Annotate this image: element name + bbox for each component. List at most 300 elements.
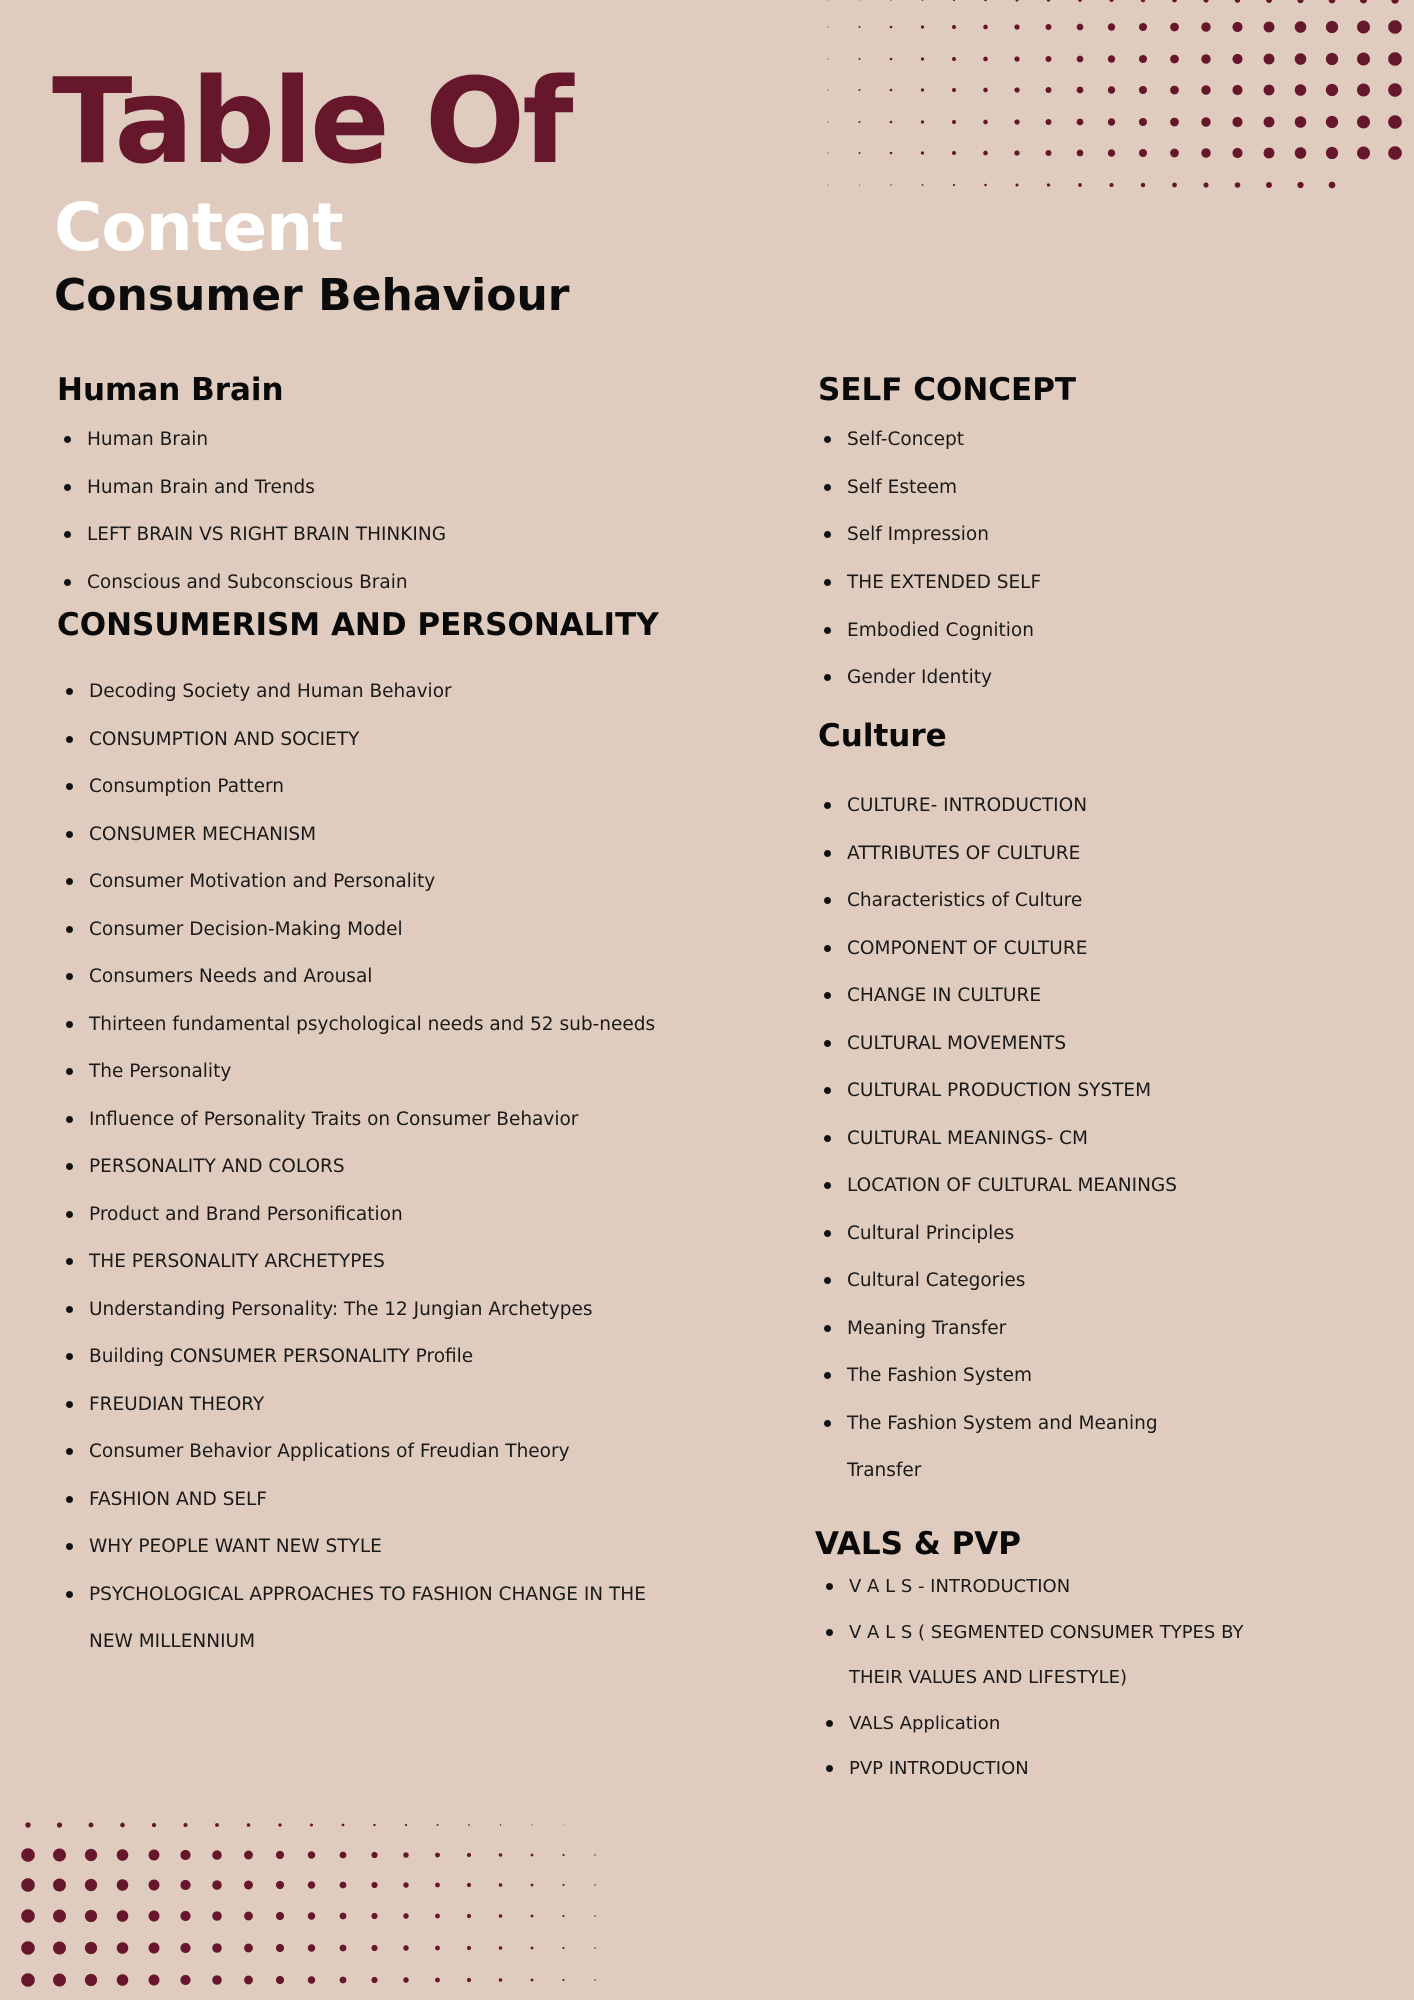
decorative-dot xyxy=(276,1944,284,1952)
decorative-dot xyxy=(827,152,828,153)
bullet-icon xyxy=(64,484,71,491)
decorative-dot xyxy=(1170,86,1179,95)
decorative-dot xyxy=(53,1942,66,1955)
decorative-dot xyxy=(183,1823,187,1827)
decorative-dot xyxy=(827,121,828,122)
decorative-dot xyxy=(1297,182,1303,188)
list-item xyxy=(847,925,1378,973)
list-item-label: V A L S ( SEGMENTED CONSUMER TYPES BY THEIR VALUES AND LIFESTYLE) xyxy=(849,1621,1244,1688)
decorative-dot xyxy=(1201,54,1210,63)
decorative-dot xyxy=(983,120,988,125)
decorative-dot xyxy=(212,1911,222,1921)
bullet-icon xyxy=(824,1372,831,1379)
bullet-icon xyxy=(824,1325,831,1332)
decorative-dot xyxy=(1139,86,1147,94)
list-item-label: Human Brain xyxy=(87,429,209,450)
decorative-dot xyxy=(828,185,829,186)
decorative-dot xyxy=(952,120,956,124)
bullet-icon xyxy=(66,973,73,980)
decorative-dot xyxy=(21,1848,35,1862)
list-item-label: Building CONSUMER PERSONALITY Profile xyxy=(89,1346,474,1367)
list-item xyxy=(849,1701,1375,1747)
decorative-dot xyxy=(437,1824,439,1826)
list-item xyxy=(87,559,737,607)
section-heading: VALS & PVP xyxy=(815,1526,1022,1562)
decorative-dot xyxy=(921,25,924,28)
list-item-label: Decoding Society and Human Behavior xyxy=(89,681,452,702)
list-item-label: Self Impression xyxy=(847,524,989,546)
decorative-dot xyxy=(53,1910,66,1923)
section-human-brain xyxy=(57,370,737,607)
decorative-dot xyxy=(1108,118,1115,125)
decorative-dot xyxy=(1391,0,1398,4)
decorative-dot xyxy=(953,184,955,186)
decorative-dot xyxy=(921,151,924,154)
decorative-dot xyxy=(890,0,891,1)
decorative-dot xyxy=(1201,117,1210,126)
bullet-icon xyxy=(66,1543,73,1550)
decorative-dot xyxy=(952,151,956,155)
section-list xyxy=(847,782,1378,1495)
list-item xyxy=(89,1428,757,1476)
decorative-dot xyxy=(859,89,861,91)
decorative-dot xyxy=(340,1945,347,1952)
section-list xyxy=(87,416,737,607)
decorative-dot xyxy=(180,1943,190,1953)
decorative-dot xyxy=(1295,21,1307,33)
decorative-dot xyxy=(342,1824,345,1827)
list-item xyxy=(89,763,757,811)
list-item xyxy=(89,1191,757,1239)
decorative-dot xyxy=(53,1879,66,1892)
decorative-dot xyxy=(1235,182,1241,188)
list-item xyxy=(89,1238,757,1286)
decorative-dot xyxy=(984,0,987,1)
bullet-icon xyxy=(66,1021,73,1028)
decorative-dot xyxy=(890,184,891,185)
list-item-label: Understanding Personality: The 12 Jungian Archetypes xyxy=(89,1298,593,1320)
decorative-dot xyxy=(149,1850,160,1861)
list-item-label: Consumers Needs and Arousal xyxy=(89,966,373,987)
decorative-dot xyxy=(983,88,988,93)
decorative-dot xyxy=(1172,183,1177,188)
decorative-dot xyxy=(1264,85,1275,96)
decorative-dot xyxy=(1329,182,1336,189)
page-subtitle: Consumer Behaviour xyxy=(54,270,570,321)
decorative-dot xyxy=(983,151,988,156)
decorative-dot xyxy=(117,1942,129,1954)
list-item xyxy=(847,559,1378,607)
decorative-dot xyxy=(180,1880,190,1890)
decorative-dot xyxy=(215,1823,219,1827)
bullet-icon xyxy=(824,674,831,681)
decorative-dot xyxy=(85,1879,97,1891)
decorative-dot xyxy=(1014,24,1019,29)
decorative-dot xyxy=(500,1824,501,1825)
page-title-line-2: Content xyxy=(54,189,343,266)
list-item xyxy=(847,416,1378,464)
decorative-dot xyxy=(921,88,924,91)
decorative-dot xyxy=(1014,87,1019,92)
decorative-dot xyxy=(212,1943,222,1953)
decorative-dot xyxy=(371,1882,377,1888)
bullet-icon xyxy=(824,1040,831,1047)
decorative-dot xyxy=(85,1942,97,1954)
bullet-icon xyxy=(66,1401,73,1408)
decorative-dot xyxy=(952,88,956,92)
decorative-dot xyxy=(1388,52,1402,66)
list-item xyxy=(847,1210,1378,1258)
list-item-label: VALS Application xyxy=(849,1712,1001,1734)
list-item-label: Embodied Cognition xyxy=(847,619,1034,641)
decorative-dot xyxy=(859,121,861,123)
decorative-dot xyxy=(340,1852,347,1859)
list-item-label: The Fashion System and Meaning Transfer xyxy=(847,1412,1158,1481)
bullet-icon xyxy=(824,802,831,809)
decorative-dot-pattern-bottom xyxy=(0,1810,640,2000)
decorative-dot xyxy=(467,1853,471,1857)
bullet-icon xyxy=(66,878,73,885)
decorative-dot xyxy=(180,1975,190,1985)
decorative-dot xyxy=(562,1915,564,1917)
list-item xyxy=(847,1067,1378,1115)
bullet-icon xyxy=(824,1182,831,1189)
decorative-dot xyxy=(149,1911,160,1922)
decorative-dot xyxy=(1360,0,1367,4)
decorative-dot xyxy=(1170,118,1179,127)
list-item xyxy=(847,607,1378,655)
decorative-dot xyxy=(1016,0,1019,1)
decorative-dot xyxy=(247,1823,251,1827)
list-item-label: Characteristics of Culture xyxy=(847,890,1083,911)
decorative-dot xyxy=(1295,53,1307,65)
section-self-concept xyxy=(818,370,1378,702)
bullet-icon xyxy=(64,436,71,443)
decorative-dot xyxy=(1357,84,1370,97)
list-item xyxy=(847,782,1378,830)
decorative-dot xyxy=(890,89,893,92)
list-item-label: WHY PEOPLE WANT NEW STYLE xyxy=(89,1536,382,1557)
section-consumerism-and-personality xyxy=(57,605,757,1666)
bullet-icon xyxy=(824,1135,831,1142)
list-item xyxy=(89,668,757,716)
decorative-dot xyxy=(1388,115,1402,129)
decorative-dot xyxy=(467,1914,471,1918)
bullet-icon xyxy=(64,531,71,538)
decorative-dot xyxy=(1078,0,1082,2)
decorative-dot xyxy=(921,120,924,123)
decorative-dot xyxy=(827,58,828,59)
decorative-dot xyxy=(244,1851,253,1860)
decorative-dot xyxy=(89,1823,94,1828)
decorative-dot xyxy=(276,1912,284,1920)
list-item-label: Cultural Categories xyxy=(847,1270,1026,1291)
list-item-label: PERSONALITY AND COLORS xyxy=(89,1156,345,1177)
list-item xyxy=(849,1610,1375,1701)
decorative-dot xyxy=(1201,22,1210,31)
list-item-label: Gender Identity xyxy=(847,667,992,689)
decorative-dot xyxy=(152,1823,156,1827)
decorative-dot xyxy=(1297,0,1303,3)
decorative-dot xyxy=(21,1941,35,1955)
decorative-dot xyxy=(1014,56,1019,61)
decorative-dot xyxy=(562,1854,564,1856)
decorative-dot xyxy=(403,1913,409,1919)
list-item-label: Consumption Pattern xyxy=(89,776,284,797)
decorative-dot xyxy=(1326,21,1338,33)
bullet-icon xyxy=(824,484,831,491)
decorative-dot xyxy=(1326,53,1338,65)
decorative-dot xyxy=(1139,118,1147,126)
decorative-dot xyxy=(276,1976,284,1984)
decorative-dot xyxy=(403,1977,409,1983)
decorative-dot xyxy=(1295,116,1307,128)
decorative-dot xyxy=(890,58,893,61)
decorative-dot xyxy=(983,25,988,30)
decorative-dot xyxy=(340,1977,347,1984)
section-list xyxy=(849,1564,1375,1792)
list-item-label: FASHION AND SELF xyxy=(89,1488,267,1510)
list-item xyxy=(847,464,1378,512)
section-culture xyxy=(818,716,1378,1495)
bullet-icon xyxy=(824,436,831,443)
decorative-dot xyxy=(373,1824,375,1826)
list-item-label: Self Esteem xyxy=(847,476,958,498)
list-item xyxy=(89,1143,757,1191)
decorative-dot xyxy=(120,1823,125,1828)
list-item xyxy=(847,1352,1378,1400)
list-item xyxy=(849,1564,1375,1610)
bullet-icon xyxy=(66,1068,73,1075)
decorative-dot xyxy=(1329,0,1336,3)
decorative-dot xyxy=(859,184,860,185)
decorative-dot xyxy=(1326,116,1338,128)
list-item xyxy=(89,858,757,906)
bullet-icon xyxy=(66,926,73,933)
decorative-dot xyxy=(1388,20,1402,34)
decorative-dot xyxy=(21,1973,35,1987)
decorative-dot xyxy=(212,1975,222,1985)
decorative-dot xyxy=(180,1911,190,1921)
decorative-dot xyxy=(890,26,893,29)
list-item xyxy=(847,1162,1378,1210)
decorative-dot xyxy=(1326,147,1338,159)
section-list xyxy=(847,416,1378,702)
decorative-dot xyxy=(594,1854,595,1855)
list-item xyxy=(847,511,1378,559)
bullet-icon xyxy=(66,1591,73,1598)
decorative-dot xyxy=(594,1979,595,1980)
bullet-icon xyxy=(66,1353,73,1360)
decorative-dot xyxy=(1108,23,1115,30)
decorative-dot xyxy=(1077,87,1084,94)
list-item-label: Influence of Personality Traits on Consumer Behavior xyxy=(89,1108,579,1130)
decorative-dot xyxy=(499,1914,502,1917)
list-item-label: Meaning Transfer xyxy=(847,1317,1007,1339)
decorative-dot xyxy=(1388,83,1402,97)
bullet-icon xyxy=(824,1230,831,1237)
decorative-dot xyxy=(308,1881,316,1889)
decorative-dot xyxy=(212,1880,222,1890)
decorative-dot xyxy=(1045,150,1051,156)
list-item-label: Consumer Behavior Applications of Freudian Theory xyxy=(89,1441,570,1462)
decorative-dot xyxy=(1077,24,1084,31)
decorative-dot xyxy=(1170,149,1179,158)
decorative-dot xyxy=(1326,84,1338,96)
list-item-label: CULTURAL MEANINGS- CM xyxy=(847,1127,1088,1149)
decorative-dot xyxy=(1264,148,1275,159)
bullet-icon xyxy=(66,1163,73,1170)
decorative-dot xyxy=(1045,87,1051,93)
list-item-label: FREUDIAN THEORY xyxy=(89,1393,265,1415)
decorative-dot xyxy=(1264,22,1275,33)
decorative-dot xyxy=(25,1822,30,1827)
list-item xyxy=(847,654,1378,702)
decorative-dot xyxy=(244,1944,253,1953)
decorative-dot xyxy=(340,1913,347,1920)
decorative-dot xyxy=(1235,0,1241,3)
list-item-label: CULTURAL MOVEMENTS xyxy=(847,1032,1067,1054)
bullet-icon xyxy=(826,1583,833,1590)
decorative-dot xyxy=(594,1884,595,1885)
decorative-dot xyxy=(1108,86,1115,93)
decorative-dot xyxy=(435,1914,440,1919)
decorative-dot xyxy=(922,0,924,1)
list-item xyxy=(847,1305,1378,1353)
list-item xyxy=(87,416,737,464)
decorative-dot xyxy=(1014,150,1019,155)
decorative-dot xyxy=(1232,85,1242,95)
bullet-icon xyxy=(824,627,831,634)
section-heading: SELF CONCEPT xyxy=(818,372,1077,408)
list-item-label: LOCATION OF CULTURAL MEANINGS xyxy=(847,1175,1177,1196)
list-item xyxy=(87,511,737,559)
decorative-dot xyxy=(85,1910,97,1922)
bullet-icon xyxy=(66,1306,73,1313)
decorative-dot xyxy=(921,57,924,60)
decorative-dot xyxy=(371,1977,377,1983)
decorative-dot xyxy=(1077,56,1084,63)
bullet-icon xyxy=(66,783,73,790)
bullet-icon xyxy=(66,736,73,743)
bullet-icon xyxy=(66,1116,73,1123)
decorative-dot xyxy=(1139,55,1147,63)
decorative-dot-pattern-top xyxy=(820,0,1414,200)
decorative-dot xyxy=(1108,55,1115,62)
decorative-dot xyxy=(531,1947,534,1950)
decorative-dot xyxy=(468,1824,470,1826)
decorative-dot xyxy=(53,1974,66,1987)
bullet-icon xyxy=(826,1720,833,1727)
decorative-dot xyxy=(594,1915,595,1916)
decorative-dot xyxy=(499,1978,502,1981)
decorative-dot xyxy=(467,1946,471,1950)
decorative-dot xyxy=(1109,0,1113,2)
decorative-dot xyxy=(1077,119,1084,126)
list-item xyxy=(847,1400,1378,1495)
decorative-dot xyxy=(117,1879,129,1891)
decorative-dot xyxy=(57,1822,62,1827)
list-item xyxy=(89,811,757,859)
decorative-dot xyxy=(922,184,924,186)
list-item xyxy=(89,1476,757,1524)
decorative-dot xyxy=(499,1946,502,1949)
bullet-icon xyxy=(66,1211,73,1218)
decorative-dot xyxy=(405,1824,407,1826)
decorative-dot xyxy=(1295,147,1307,159)
decorative-dot xyxy=(1357,116,1370,129)
decorative-dot xyxy=(371,1945,377,1951)
decorative-dot xyxy=(1108,149,1115,156)
list-item-label: The Personality xyxy=(89,1061,232,1082)
bullet-icon xyxy=(824,579,831,586)
decorative-dot xyxy=(1264,117,1275,128)
decorative-dot xyxy=(21,1909,35,1923)
list-item xyxy=(847,830,1378,878)
decorative-dot xyxy=(149,1880,160,1891)
decorative-dot xyxy=(1203,0,1208,3)
decorative-dot xyxy=(499,1853,502,1856)
list-item xyxy=(89,906,757,954)
section-heading: Human Brain xyxy=(57,372,284,408)
decorative-dot xyxy=(859,152,861,154)
decorative-dot xyxy=(1170,23,1179,32)
decorative-dot xyxy=(403,1852,409,1858)
list-item xyxy=(89,953,757,1001)
page-title-line-1: Table Of xyxy=(52,52,571,190)
list-item xyxy=(847,1257,1378,1305)
list-item xyxy=(89,1048,757,1096)
decorative-dot xyxy=(1232,148,1242,158)
decorative-dot xyxy=(467,1978,471,1982)
decorative-dot xyxy=(1232,54,1242,64)
decorative-dot xyxy=(890,152,893,155)
list-item-label: The Fashion System xyxy=(847,1365,1032,1386)
decorative-dot xyxy=(859,26,861,28)
section-vals-and-pvp xyxy=(815,1524,1375,1792)
decorative-dot xyxy=(117,1910,129,1922)
list-item xyxy=(89,1381,757,1429)
decorative-dot xyxy=(531,1884,534,1887)
section-heading: Culture xyxy=(818,718,947,754)
list-item-label: CULTURE- INTRODUCTION xyxy=(847,795,1088,816)
bullet-icon xyxy=(824,945,831,952)
decorative-dot xyxy=(952,25,956,29)
section-heading: CONSUMERISM AND PERSONALITY xyxy=(57,607,659,643)
decorative-dot xyxy=(117,1849,129,1861)
bullet-icon xyxy=(826,1765,833,1772)
decorative-dot xyxy=(1357,21,1370,34)
list-item xyxy=(849,1746,1375,1792)
decorative-dot xyxy=(1045,24,1051,30)
decorative-dot xyxy=(984,184,987,187)
decorative-dot xyxy=(890,121,893,124)
bullet-icon xyxy=(824,1087,831,1094)
decorative-dot xyxy=(1264,54,1275,65)
decorative-dot xyxy=(21,1878,35,1892)
bullet-icon xyxy=(66,831,73,838)
decorative-dot xyxy=(244,1912,253,1921)
decorative-dot xyxy=(467,1883,471,1887)
list-item xyxy=(89,1096,757,1144)
decorative-dot xyxy=(308,1976,316,1984)
decorative-dot xyxy=(1077,150,1084,157)
decorative-dot xyxy=(1047,0,1050,2)
decorative-dot xyxy=(562,1979,564,1981)
decorative-dot xyxy=(180,1850,190,1860)
decorative-dot xyxy=(85,1974,97,1986)
decorative-dot xyxy=(371,1913,377,1919)
